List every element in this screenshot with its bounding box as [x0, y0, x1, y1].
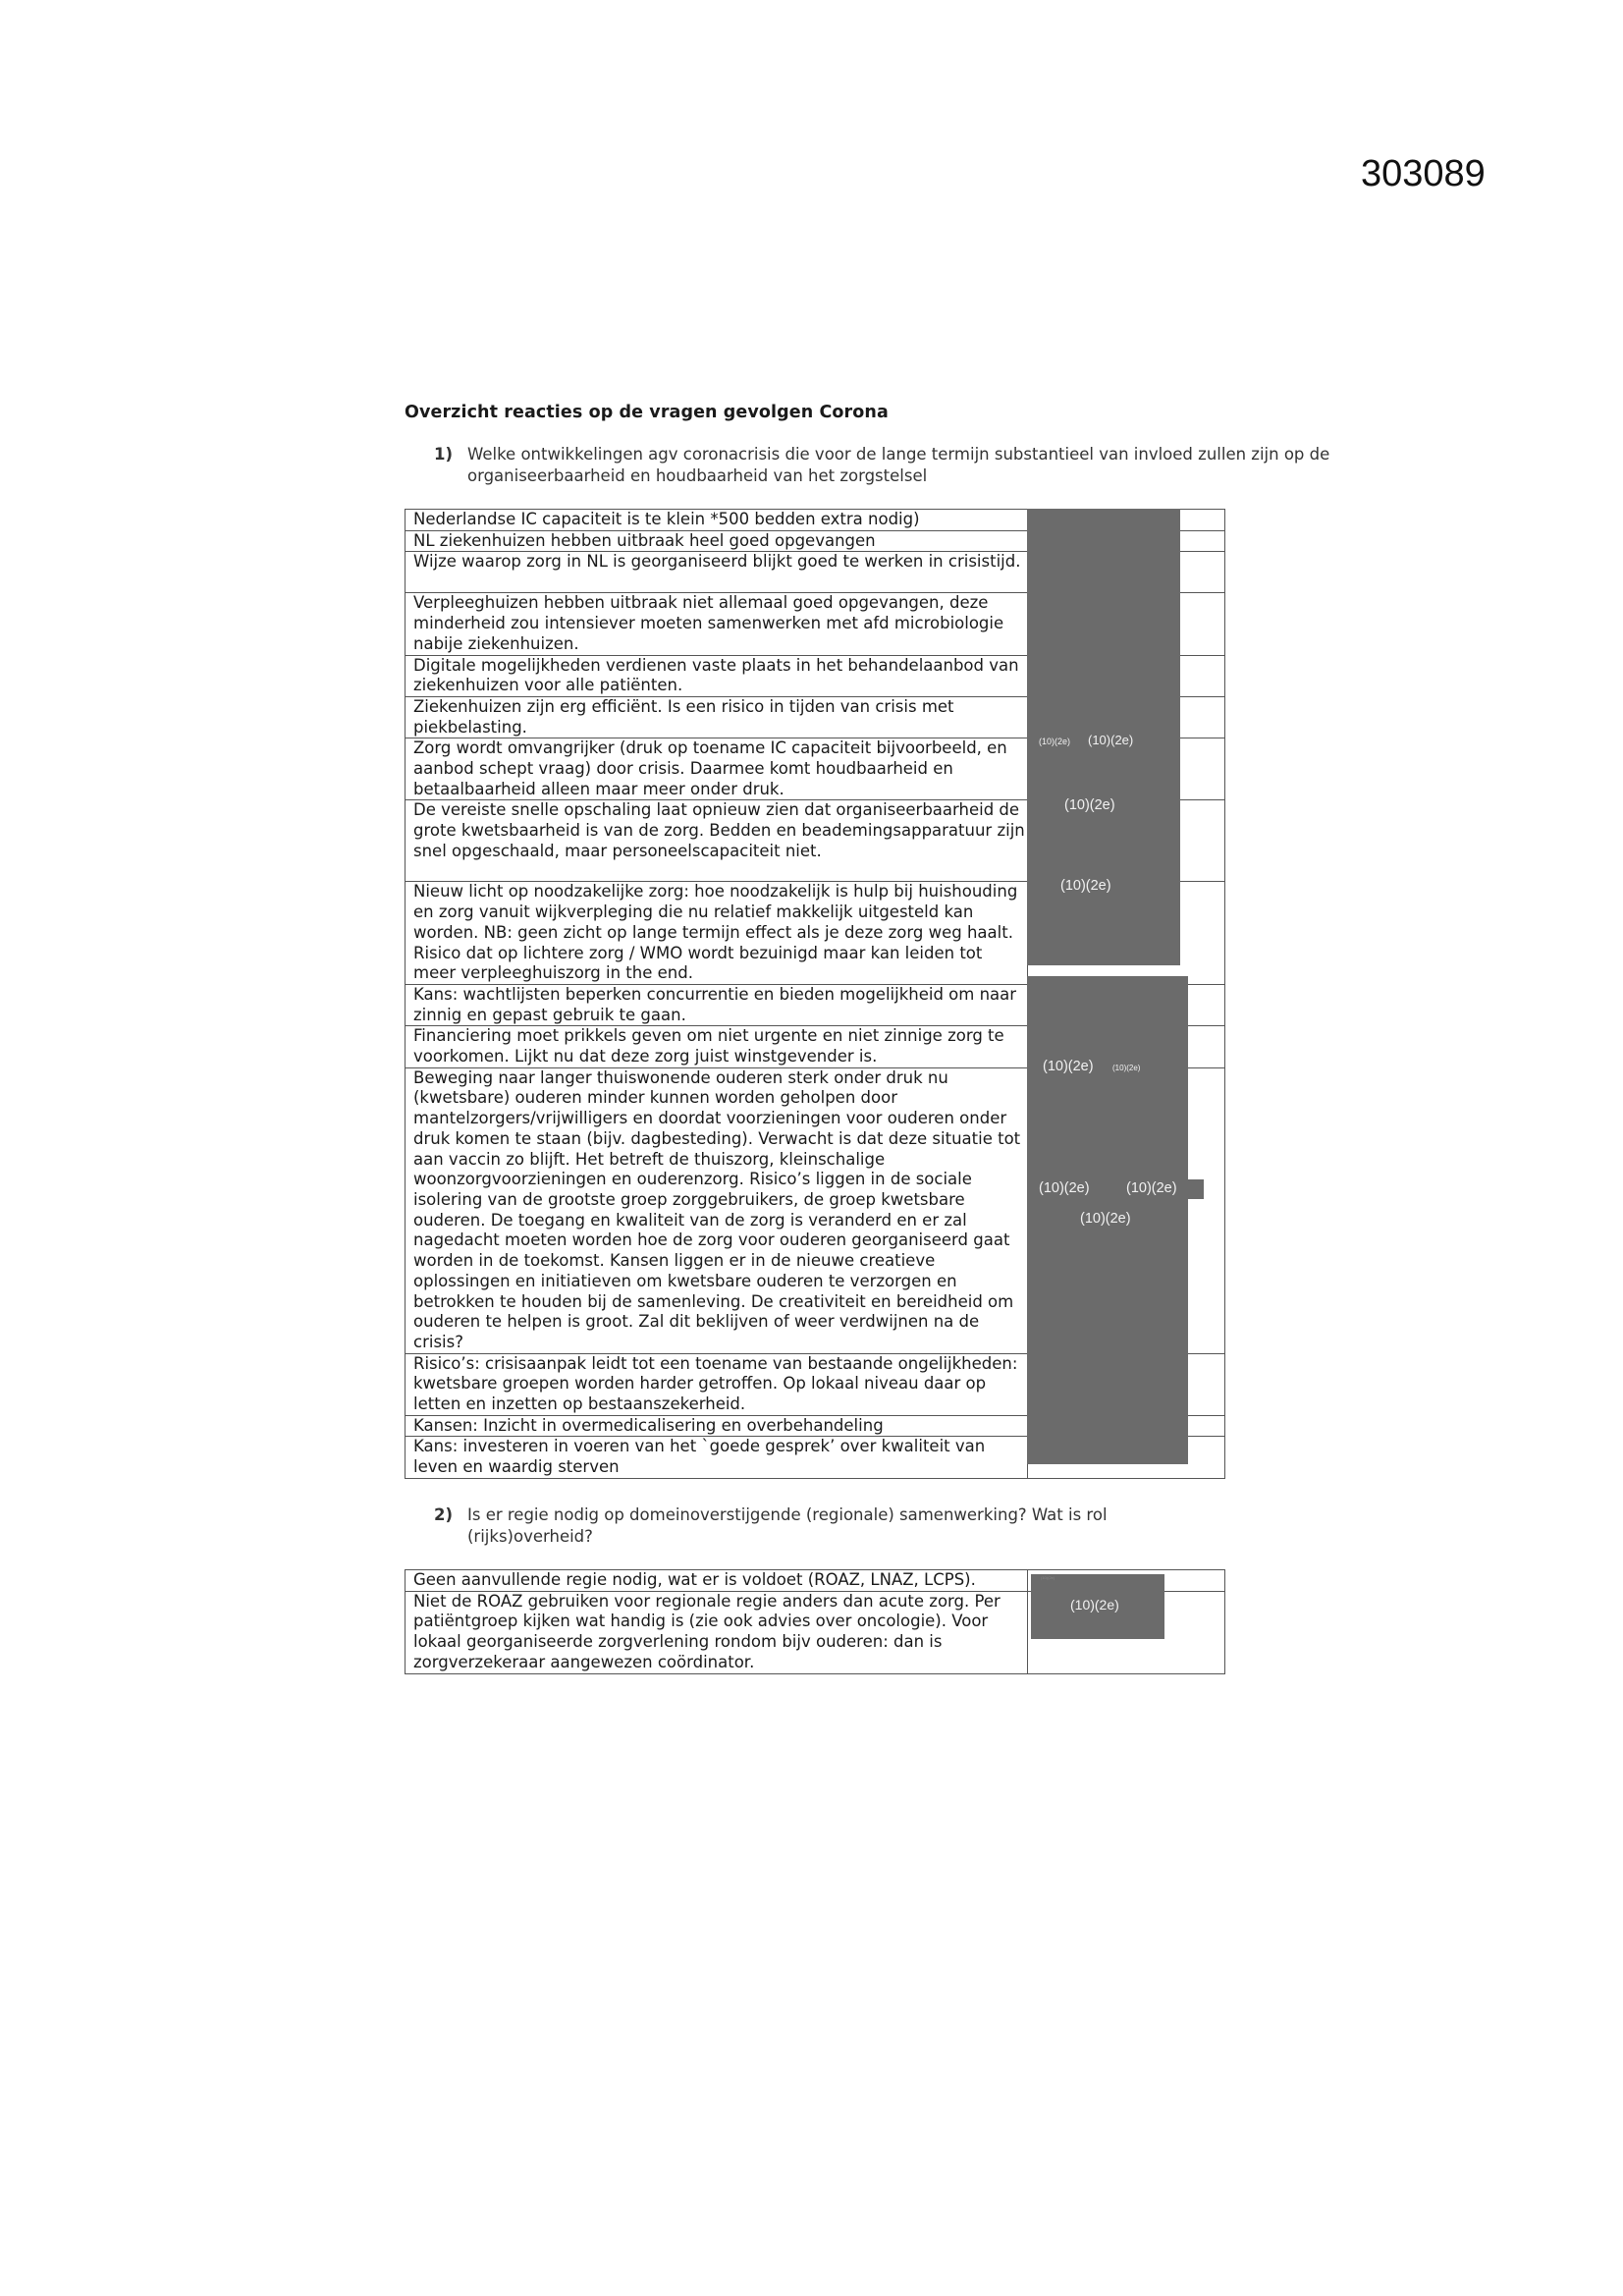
table-cell: De vereiste snelle opschaling laat opnieuw zien dat organiseerbaarheid de grote kwetsbaarheid is van de zorg. Bedden en beademingsapparatuur zijn snel opgeschaald, maar personeelscapaciteit niet. [406, 800, 1028, 882]
table-cell: Risico’s: crisisaanpak leidt tot een toename van bestaande ongelijkheden: kwetsbare groepen worden harder getroffen. Op lokaal niveau daar op letten en inzetten op bestaanszekerheid. [406, 1353, 1028, 1415]
question-number: 2) [434, 1505, 454, 1524]
table-cell: Verpleeghuizen hebben uitbraak niet allemaal goed opgevangen, deze minderheid zou intensiever moeten samenwerken met afd microbiologie nabije ziekenhuizen. [406, 593, 1028, 655]
table-cell: NL ziekenhuizen hebben uitbraak heel goed opgevangen [406, 530, 1028, 552]
table-cell: Kans: investeren in voeren van het `goede gesprek’ over kwaliteit van leven en waardig sterven [406, 1437, 1028, 1478]
document-number: 303089 [1361, 153, 1486, 194]
table-cell: Kans: wachtlijsten beperken concurrentie en bieden mogelijkheid om naar zinnig en gepast gebruik te gaan. [406, 984, 1028, 1025]
redaction-code: (10)(2e) [1039, 737, 1071, 746]
redaction-code: (10)(2e) [1088, 733, 1134, 747]
table-cell: Nieuw licht op noodzakelijke zorg: hoe noodzakelijk is hulp bij huishouding en zorg vanuit wijkverpleging die nu relatief makkelijk uitgesteld kan worden. NB: geen zicht op lange termijn effect als je deze zorg weg haalt. Risico dat op lichtere zorg / WMO wordt bezuinigd maar kan leiden tot meer verpleeghuiszorg in the end. [406, 882, 1028, 985]
table-cell: Zorg wordt omvangrijker (druk op toename IC capaciteit bijvoorbeeld, en aanbod schept vraag) door crisis. Daarmee komt houdbaarheid en betaalbaarheid alleen maar meer onder druk. [406, 738, 1028, 800]
page-title: Overzicht reacties op de vragen gevolgen Corona [405, 403, 889, 422]
redaction-code: (10)(2e) [1039, 1180, 1090, 1196]
table-cell: Nederlandse IC capaciteit is te klein *500 bedden extra nodig) [406, 510, 1028, 531]
table-cell: Financiering moet prikkels geven om niet urgente en niet zinnige zorg te voorkomen. Lijkt nu dat deze zorg juist winstgevender is. [406, 1026, 1028, 1067]
question-text: Welke ontwikkelingen agv coronacrisis die voor de lange termijn substantieel van invloed zullen zijn op de organiseerbaarheid en houdbaarheid van het zorgstelsel [467, 445, 1330, 485]
redaction-code: (10)(2e) [1070, 1597, 1119, 1613]
redaction-code: (10)(2e) [1060, 878, 1111, 894]
table-cell: Kansen: Inzicht in overmedicalisering en overbehandeling [406, 1415, 1028, 1437]
redaction-code: (10)(2e) [1041, 1575, 1055, 1580]
table-cell: Geen aanvullende regie nodig, wat er is voldoet (ROAZ, LNAZ, LCPS). [406, 1570, 1028, 1592]
redaction-code: (10)(2e) [1126, 1180, 1177, 1196]
redaction-code: (10)(2e) [1043, 1059, 1094, 1074]
table-cell: Beweging naar langer thuiswonende ouderen sterk onder druk nu (kwetsbare) ouderen minder kunnen worden geholpen door mantelzorgers/vrijwilligers en doordat voorzieningen voor ouderen onder druk komen te staan (bijv. dagbesteding). Verwacht is dat deze situatie tot aan vaccin zo blijft. Het betreft de thuiszorg, kleinschalige woonzorgvoorzieningen en ouderenzorg. Risico’s liggen in de sociale isolering van de grootste groep zorggebruikers, de groep kwetsbare ouderen. De toegang en kwaliteit van de zorg is veranderd en er zal nagedacht moeten worden hoe de zorg voor ouderen georganiseerd gaat worden in de toekomst. Kansen liggen er in de nieuwe creatieve oplossingen en initiatieven om kwetsbare ouderen te verzorgen en betrokken te houden bij de samenleving. De creativiteit en bereidheid om ouderen te helpen is groot. Zal dit beklijven of weer verdwijnen na de crisis? [406, 1067, 1028, 1353]
redaction-code: (10)(2e) [1080, 1211, 1131, 1227]
redaction-code: (10)(2e) [1112, 1064, 1141, 1072]
table-cell: Wijze waarop zorg in NL is georganiseerd blijkt goed te werken in crisistijd. [406, 552, 1028, 593]
table-cell: Digitale mogelijkheden verdienen vaste plaats in het behandelaanbod van ziekenhuizen voor alle patiënten. [406, 655, 1028, 696]
question-number: 1) [434, 445, 454, 464]
table-cell: Ziekenhuizen zijn erg efficiënt. Is een risico in tijden van crisis met piekbelasting. [406, 696, 1028, 738]
table-cell: Niet de ROAZ gebruiken voor regionale regie anders dan acute zorg. Per patiëntgroep kijken wat handig is (zie ook advies over oncologie). Voor lokaal georganiseerde zorgverlening rondom bijv ouderen: dan is zorgverzekeraar aangewezen coördinator. [406, 1591, 1028, 1673]
redaction-block [1184, 1179, 1204, 1199]
question-text: Is er regie nodig op domeinoverstijgende (regionale) samenwerking? Wat is rol (rijks)overheid? [467, 1505, 1108, 1546]
redaction-code: (10)(2e) [1064, 797, 1115, 813]
